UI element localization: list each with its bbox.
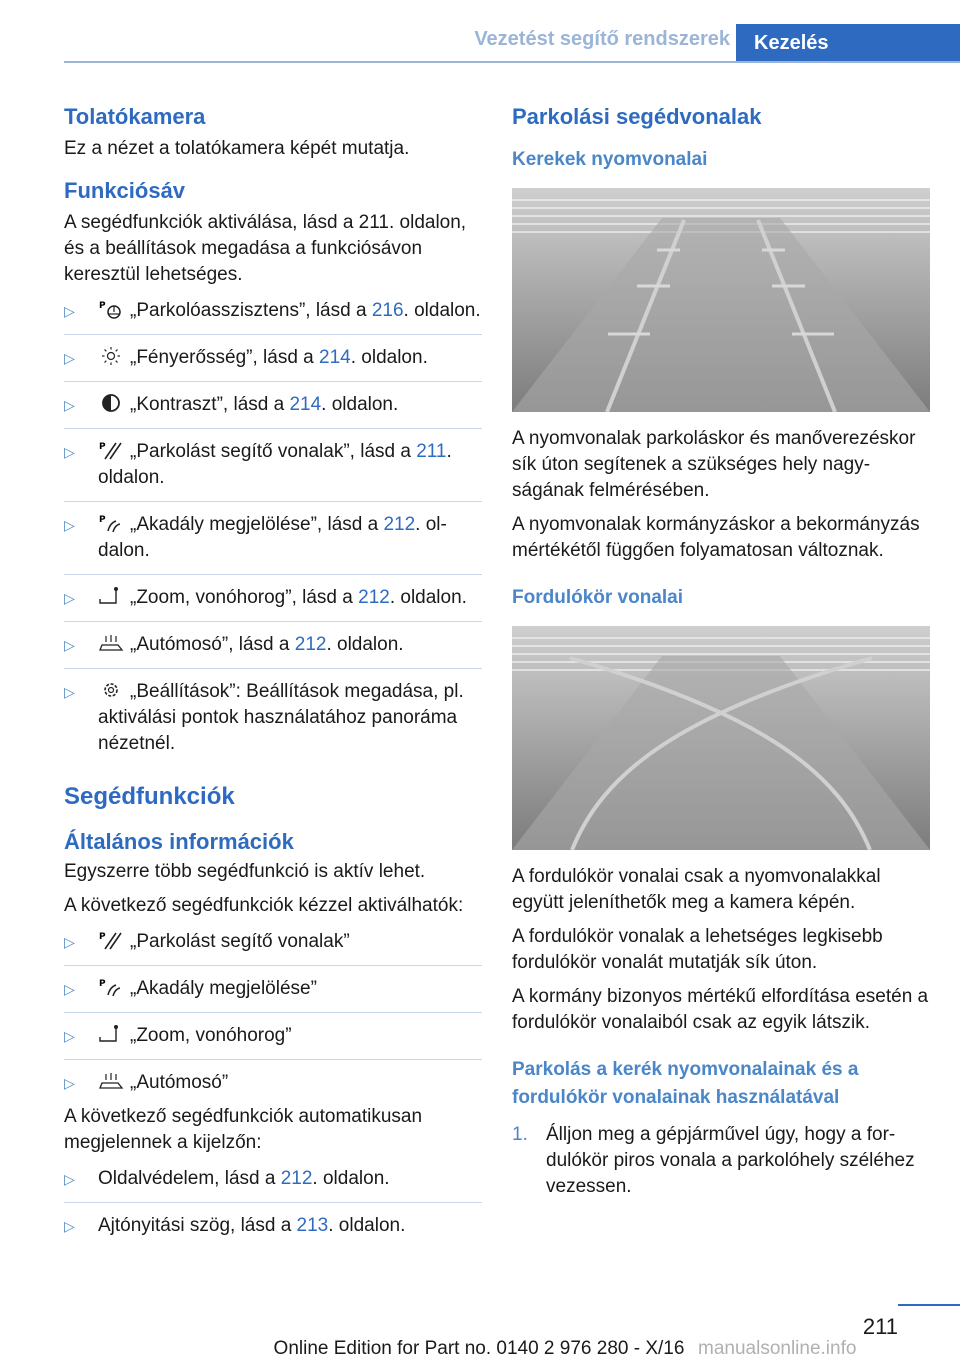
manual-functions-list [64,929,482,1096]
list-item: ▷ „Kontraszt”, lásd a 214. oldalon. [64,392,482,418]
settings-icon [98,680,124,700]
parking-lines-icon [98,440,124,460]
svg-text:P: P [99,442,106,452]
step-number: 1. [512,1124,528,1145]
list-item: ▷ Ajtónyitási szög, lásd a 213. oldalon. [64,1213,482,1239]
kerekek-text2: A nyomvonalak kormányzáskor a bekormányzás mértékétől függően folyamatosan változnak. [512,514,920,561]
contrast-icon [98,393,124,413]
bullet-triangle-icon: ▷ [64,1171,75,1187]
chapter-tab: Kezelés [736,24,960,62]
segedfunkciok-text1: Egyszerre több segédfunkció is aktív lehet. [64,861,426,882]
page-number-rule [898,1304,960,1306]
bullet-triangle-icon: ▷ [64,350,75,366]
fordulokor-text2: A fordulókör vonalak a lehetséges legkisebb fordulókör vonalát mutatják sík úton. [512,926,883,973]
list-item: ▷ „Beállítások”: Beállítások megadása, pl. aktiválási pontok használatához panoráma nézetnél. [64,681,464,754]
zoom-towbar-icon [98,1024,124,1044]
list-item: ▷ P „Parkolást segítő vonalak” [64,929,482,955]
kerekek-heading: Kerekek nyomvonalai [512,149,708,170]
tolatokamera-heading: Tolatókamera [64,104,206,129]
bullet-triangle-icon: ▷ [64,1075,75,1091]
tolatokamera-text: Ez a nézet a tolatókamera képét mutatja. [64,138,410,159]
parking-lines-icon [98,930,124,950]
page-number: 211 [862,1314,898,1339]
fordulokor-text1: A fordulókör vonalai csak a nyomvonalakkal együtt jeleníthetők meg a kamera képén. [512,866,881,913]
bullet-triangle-icon: ▷ [64,1028,75,1044]
function-bar-list [64,298,482,757]
bullet-triangle-icon: ▷ [64,444,75,460]
edition-text: Online Edition for Part no. 0140 2 976 280 - X/16 [273,1338,685,1359]
car-wash-icon [98,1071,124,1091]
bullet-triangle-icon: ▷ [64,684,75,700]
zoom-towbar-icon [98,586,124,606]
funkciosav-heading: Funkciósáv [64,178,186,203]
list-item: ▷ P „Parkolást segítő vonalak”, lásd a 211. oldalon. [64,441,452,488]
turning-circle-lines-figure [512,626,930,850]
car-wash-icon [98,633,124,653]
bullet-triangle-icon: ▷ [64,1218,75,1234]
svg-text:P: P [99,979,106,989]
kerekek-text1: A nyomvonalak parkoláskor és manőverezéskor sík úton segítenek a szükséges hely nagyságának felmérésében. [512,428,916,501]
segedfunkciok-text2: A következő segédfunkciók kézzel aktiválhatók: [64,895,464,916]
list-item: ▷ „Autómosó” [64,1070,482,1096]
auto-functions-list [64,1166,482,1239]
left-column [64,98,482,1239]
list-item: ▷ P „Parkolóasszisztens”, lásd a 216. oldalon. [64,298,482,324]
parkolas-heading: Parkolás a kerék nyomvonalainak és a fordulókör vonalainak használatával [512,1059,859,1108]
list-item: ▷ „Autómosó”, lásd a 212. oldalon. [64,632,482,658]
list-item: ▷ „Zoom, vonóhorog”, lásd a 212. oldalon. [64,585,482,611]
funkciosav-text: A segédfunkciók aktiválása, lásd a 211. oldalon, és a beállítások megadása a funkciósávon keresztül lehetséges. [64,212,467,285]
list-item: ▷ P „Akadály megjelölése”, lásd a 212. oldalon. [64,514,447,561]
segedfunkciok-heading: Segédfunkciók [64,783,235,810]
list-item: ▷ „Fényerősség”, lásd a 214. oldalon. [64,345,482,371]
svg-text:P: P [99,515,106,525]
parkolasi-segedvonalak-heading: Parkolási segédvonalak [512,104,762,129]
list-item: ▷ Oldalvédelem, lásd a 212. oldalon. [64,1166,482,1192]
header-rule [64,61,960,63]
watermark: manualsonline.info [698,1338,857,1359]
list-item: ▷ P „Akadály megjelölése” [64,976,482,1002]
list-item: ▷ „Zoom, vonóhorog” [64,1023,482,1049]
bullet-triangle-icon: ▷ [64,397,75,413]
page-header [0,0,960,62]
bullet-triangle-icon: ▷ [64,303,75,319]
obstacle-marking-icon [98,977,124,997]
right-column [512,98,930,1200]
section-title: Vezetést segítő rendszerek [474,28,730,50]
parking-assistant-icon [98,299,124,319]
bullet-triangle-icon: ▷ [64,590,75,606]
bullet-triangle-icon: ▷ [64,981,75,997]
obstacle-marking-icon [98,513,124,533]
svg-text:P: P [99,301,106,311]
parkolas-steps [512,1122,930,1200]
bullet-triangle-icon: ▷ [64,934,75,950]
bullet-triangle-icon: ▷ [64,517,75,533]
wheel-track-lines-figure [512,188,930,412]
segedfunkciok-text3: A következő segédfunkciók automatikusan megjelennek a kijelzőn: [64,1106,423,1153]
fordulokor-text3: A kormány bizonyos mértékű elfordítása esetén a fordulókör vonalaiból csak az egyik látszik. [512,986,929,1033]
svg-text:P: P [99,932,106,942]
list-item: 1. Álljon meg a gépjárművel úgy, hogy a fordulókör piros vonala a parkolóhely széléhez vezessen. [512,1124,915,1197]
fordulokor-heading: Fordulókör vonalai [512,587,684,608]
page-footer [0,1300,960,1362]
bullet-triangle-icon: ▷ [64,637,75,653]
brightness-icon [98,346,124,366]
altalanos-heading: Általános információk [64,829,294,854]
